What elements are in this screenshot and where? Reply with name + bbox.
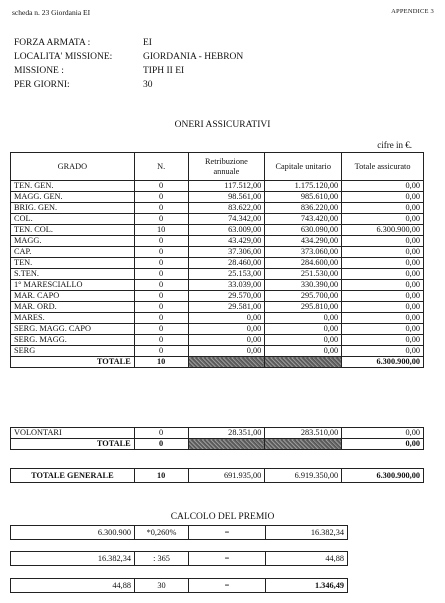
volontari-total-n: 0 — [134, 439, 188, 450]
row-capitale: 985.610,00 — [265, 192, 342, 203]
info-value: 30 — [143, 80, 153, 90]
row-capitale: 295.700,00 — [265, 291, 342, 302]
row-n: 0 — [134, 335, 188, 346]
row-grado: MAGG. GEN. — [11, 192, 135, 203]
section-title-oneri: ONERI ASSICURATIVI — [174, 120, 271, 130]
calc-spacer — [348, 526, 425, 540]
row-n: 0 — [134, 291, 188, 302]
row-totale: 0,00 — [342, 236, 424, 247]
volontari-row — [11, 428, 424, 439]
volontari-total-row — [11, 439, 424, 450]
grand-total-label: TOTALE GENERALE — [11, 469, 135, 483]
table-row — [11, 192, 424, 203]
row-totale: 0,00 — [342, 302, 424, 313]
info-label: FORZA ARMATA : — [14, 38, 91, 48]
table-row — [11, 269, 424, 280]
calc-operator: *0,260% — [135, 526, 189, 540]
row-retribuzione: 0,00 — [188, 324, 265, 335]
hatched-cell — [265, 357, 342, 368]
info-row-missione — [14, 66, 243, 80]
hatched-cell — [188, 439, 265, 450]
row-capitale: 1.175.120,00 — [265, 181, 342, 192]
premium-calc-row-2 — [10, 551, 424, 566]
volontari-label: VOLONTARI — [11, 428, 135, 439]
total-n: 10 — [134, 357, 188, 368]
volontari-table — [10, 427, 424, 450]
row-grado: CAP. — [11, 247, 135, 258]
row-retribuzione: 0,00 — [188, 313, 265, 324]
row-totale: 0,00 — [342, 291, 424, 302]
row-n: 0 — [134, 203, 188, 214]
info-value: TIPH II EI — [143, 66, 185, 76]
table-row — [11, 236, 424, 247]
row-retribuzione: 28.460,00 — [188, 258, 265, 269]
row-grado: MAR. CAPO — [11, 291, 135, 302]
row-capitale: 0,00 — [265, 313, 342, 324]
row-capitale: 836.220,00 — [265, 203, 342, 214]
row-grado: BRIG. GEN. — [11, 203, 135, 214]
row-capitale: 330.390,00 — [265, 280, 342, 291]
calc-equals: = — [189, 579, 266, 593]
row-capitale: 434.290,00 — [265, 236, 342, 247]
calc-operand: 44,88 — [11, 579, 135, 593]
row-capitale: 0,00 — [265, 335, 342, 346]
section-title-calcolo: CALCOLO DEL PREMIO — [170, 512, 275, 522]
header-totale: Totale assicurato — [342, 153, 424, 181]
row-totale: 0,00 — [342, 324, 424, 335]
row-n: 0 — [134, 302, 188, 313]
row-n: 10 — [134, 225, 188, 236]
insurance-table — [10, 152, 424, 368]
row-capitale: 295.810,00 — [265, 302, 342, 313]
table-row — [11, 313, 424, 324]
row-retribuzione: 83.622,00 — [188, 203, 265, 214]
info-value: GIORDANIA - HEBRON — [143, 52, 244, 62]
row-retribuzione: 37.306,00 — [188, 247, 265, 258]
calc-final-premium: 1.346,49 — [266, 579, 348, 593]
row-totale: 0,00 — [342, 313, 424, 324]
calc-spacer — [348, 579, 425, 593]
row-retribuzione: 29.581,00 — [188, 302, 265, 313]
row-retribuzione: 33.039,00 — [188, 280, 265, 291]
table-row — [11, 225, 424, 236]
row-retribuzione: 98.561,00 — [188, 192, 265, 203]
calc-operand: 16.382,34 — [11, 552, 135, 566]
row-n: 0 — [134, 269, 188, 280]
table-row — [11, 214, 424, 225]
row-n: 0 — [134, 236, 188, 247]
mission-info — [14, 38, 243, 94]
row-n: 0 — [134, 280, 188, 291]
row-retribuzione: 25.153,00 — [188, 269, 265, 280]
row-retribuzione: 0,00 — [188, 335, 265, 346]
calc-operator: : 365 — [135, 552, 189, 566]
grand-total-row — [11, 469, 424, 483]
row-retribuzione: 29.570,00 — [188, 291, 265, 302]
row-totale: 6.300.900,00 — [342, 225, 424, 236]
row-retribuzione: 0,00 — [188, 346, 265, 357]
info-label: MISSIONE : — [14, 66, 64, 76]
row-grado: COL. — [11, 214, 135, 225]
table-row — [11, 203, 424, 214]
info-label: LOCALITA' MISSIONE: — [14, 52, 113, 62]
row-totale: 0,00 — [342, 247, 424, 258]
table-header-row — [11, 153, 424, 181]
row-grado: 1° MARESCIALLO — [11, 280, 135, 291]
info-row-forza — [14, 38, 243, 52]
premium-calc-row-1 — [10, 525, 424, 540]
volontari-totale-assicurato: 0,00 — [342, 428, 424, 439]
currency-note: cifre in €. — [377, 140, 412, 150]
appendix-label: APPENDICE 3 — [391, 8, 434, 15]
row-retribuzione: 74.342,00 — [188, 214, 265, 225]
info-row-giorni — [14, 80, 243, 94]
row-n: 0 — [134, 324, 188, 335]
table-row — [11, 280, 424, 291]
row-grado: TEN. — [11, 258, 135, 269]
row-totale: 0,00 — [342, 203, 424, 214]
table-total-row — [11, 357, 424, 368]
row-capitale: 373.060,00 — [265, 247, 342, 258]
volontari-retribuzione: 28.351,00 — [188, 428, 265, 439]
header-n: N. — [134, 153, 188, 181]
header-capitale: Capitale unitario — [265, 153, 342, 181]
calc-row — [11, 526, 425, 540]
row-capitale: 743.420,00 — [265, 214, 342, 225]
total-label: TOTALE — [11, 357, 135, 368]
row-capitale: 630.090,00 — [265, 225, 342, 236]
row-capitale: 284.600,00 — [265, 258, 342, 269]
row-grado: SERG. MAGG. — [11, 335, 135, 346]
row-capitale: 0,00 — [265, 346, 342, 357]
calc-equals: = — [189, 526, 266, 540]
grand-total-n: 10 — [134, 469, 188, 483]
row-grado: MARES. — [11, 313, 135, 324]
row-grado: MAR. ORD. — [11, 302, 135, 313]
table-row — [11, 346, 424, 357]
header-grado: GRADO — [11, 153, 135, 181]
row-n: 0 — [134, 181, 188, 192]
row-retribuzione: 117.512,00 — [188, 181, 265, 192]
info-row-localita — [14, 52, 243, 66]
volontari-total-label: TOTALE — [11, 439, 135, 450]
row-capitale: 0,00 — [265, 324, 342, 335]
row-totale: 0,00 — [342, 181, 424, 192]
table-row — [11, 302, 424, 313]
volontari-total-value: 0,00 — [342, 439, 424, 450]
grand-total-table — [10, 468, 424, 483]
table-row — [11, 324, 424, 335]
calc-operator: 30 — [135, 579, 189, 593]
row-grado: MAGG. — [11, 236, 135, 247]
grand-total-capitale: 6.919.350,00 — [265, 469, 342, 483]
table-row — [11, 258, 424, 269]
hatched-cell — [188, 357, 265, 368]
row-totale: 0,00 — [342, 280, 424, 291]
row-retribuzione: 63.009,00 — [188, 225, 265, 236]
header-retribuzione: Retribuzione annuale — [188, 153, 265, 181]
row-n: 0 — [134, 258, 188, 269]
table-row — [11, 247, 424, 258]
calc-spacer — [348, 552, 425, 566]
table-body — [11, 181, 424, 357]
info-label: PER GIORNI: — [14, 80, 70, 90]
sheet-reference: scheda n. 23 Giordania EI — [12, 8, 91, 17]
calc-equals: = — [189, 552, 266, 566]
grand-total-retribuzione: 691.935,00 — [188, 469, 265, 483]
row-totale: 0,00 — [342, 214, 424, 225]
row-n: 0 — [134, 313, 188, 324]
hatched-cell — [265, 439, 342, 450]
total-value: 6.300.900,00 — [342, 357, 424, 368]
row-grado: S.TEN. — [11, 269, 135, 280]
row-n: 0 — [134, 192, 188, 203]
row-grado: TEN. COL. — [11, 225, 135, 236]
row-totale: 0,00 — [342, 269, 424, 280]
volontari-n: 0 — [134, 428, 188, 439]
grand-total-value: 6.300.900,00 — [342, 469, 424, 483]
row-retribuzione: 43.429,00 — [188, 236, 265, 247]
row-totale: 0,00 — [342, 192, 424, 203]
calc-row — [11, 579, 425, 593]
row-n: 0 — [134, 346, 188, 357]
table-row — [11, 181, 424, 192]
row-capitale: 251.530,00 — [265, 269, 342, 280]
row-grado: SERG — [11, 346, 135, 357]
calc-row — [11, 552, 425, 566]
info-value: EI — [143, 38, 152, 48]
calc-operand: 6.300.900 — [11, 526, 135, 540]
calc-result: 44,88 — [266, 552, 348, 566]
calc-result: 16.382,34 — [266, 526, 348, 540]
row-totale: 0,00 — [342, 335, 424, 346]
row-n: 0 — [134, 247, 188, 258]
row-totale: 0,00 — [342, 346, 424, 357]
row-grado: SERG. MAGG. CAPO — [11, 324, 135, 335]
premium-calc-row-3 — [10, 578, 424, 593]
row-grado: TEN. GEN. — [11, 181, 135, 192]
row-totale: 0,00 — [342, 258, 424, 269]
volontari-capitale: 283.510,00 — [265, 428, 342, 439]
table-row — [11, 335, 424, 346]
row-n: 0 — [134, 214, 188, 225]
table-row — [11, 291, 424, 302]
